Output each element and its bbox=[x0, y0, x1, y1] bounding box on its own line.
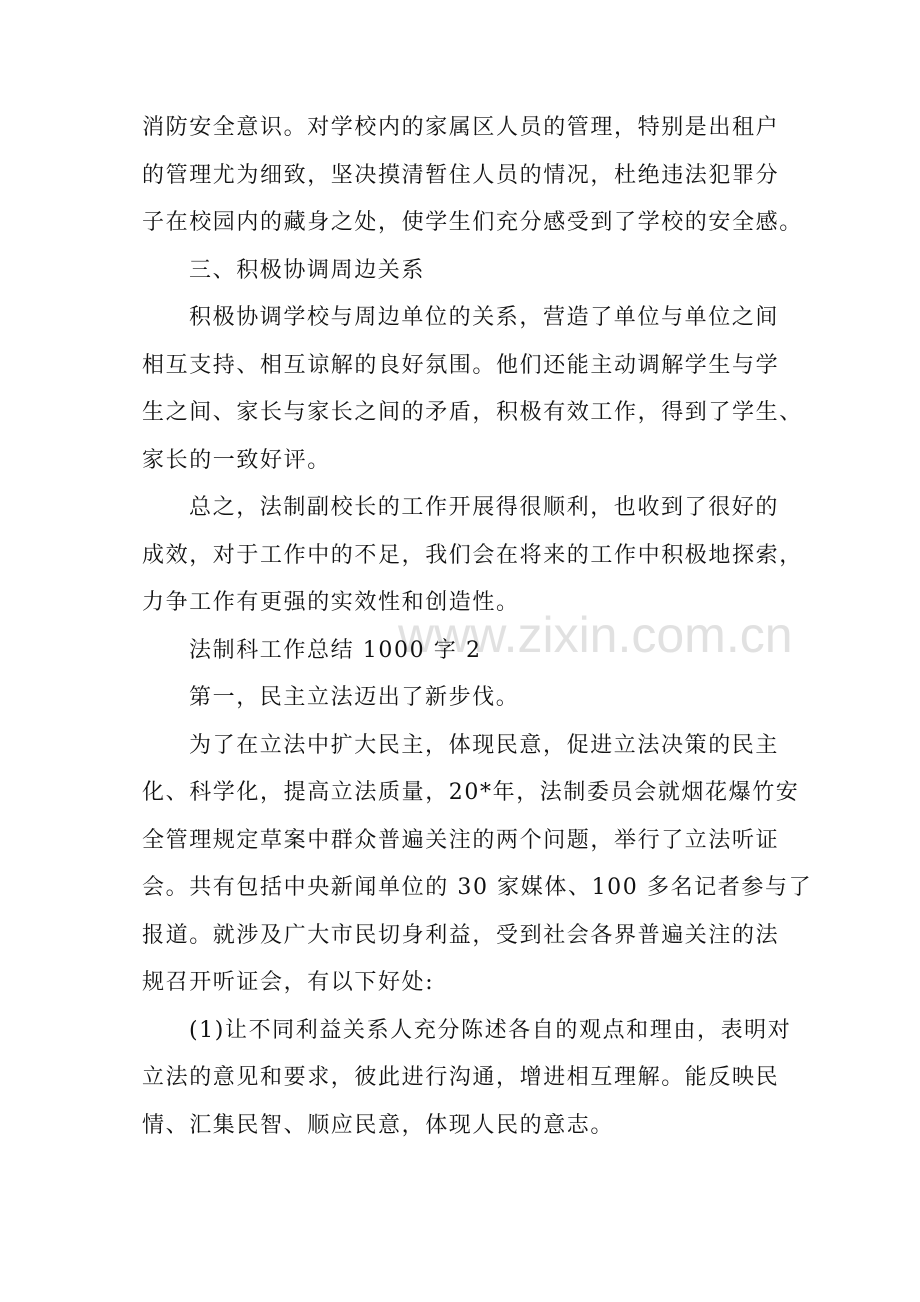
text-line: 成效，对于工作中的不足，我们会在将来的工作中积极地探索， bbox=[142, 542, 803, 568]
text-line: 子在校园内的藏身之处，使学生们充分感受到了学校的安全感。 bbox=[142, 210, 803, 235]
text-line: 情、汇集民智、顺应民意，体现人民的意志。 bbox=[142, 1112, 615, 1138]
text-line: 积极协调学校与周边单位的关系，营造了单位与单位之间 bbox=[189, 305, 780, 330]
document-body bbox=[142, 104, 813, 1149]
text-line: 法制科工作总结 1000 字 2 bbox=[189, 637, 482, 663]
watermark: www.zixin.com.cn bbox=[398, 607, 793, 663]
text-line: 家长的一致好评。 bbox=[142, 447, 331, 473]
text-line: 为了在立法中扩大民主，体现民意，促进立法决策的民主 bbox=[189, 732, 780, 758]
text-line: 立法的意见和要求，彼此进行沟通，增进相互理解。能反映民 bbox=[142, 1065, 780, 1090]
text-line: 全管理规定草案中群众普遍关注的两个问题，举行了立法听证 bbox=[142, 827, 780, 853]
text-line: 会。共有包括中央新闻单位的 30 家媒体、100 多名记者参与了 bbox=[142, 875, 813, 900]
text-line: 消防安全意识。对学校内的家属区人员的管理，特别是出租户 bbox=[142, 115, 780, 140]
text-line: 生之间、家长与家长之间的矛盾，积极有效工作，得到了学生、 bbox=[142, 400, 803, 425]
text-line: (1)让不同利益关系人充分陈述各自的观点和理由，表明对 bbox=[189, 1017, 792, 1043]
text-line: 力争工作有更强的实效性和创造性。 bbox=[142, 590, 520, 615]
text-line: 总之，法制副校长的工作开展得很顺利，也收到了很好的 bbox=[189, 495, 780, 520]
text-line: 第一，民主立法迈出了新步伐。 bbox=[189, 685, 520, 710]
text-line: 的管理尤为细致，坚决摸清暂住人员的情况，杜绝违法犯罪分 bbox=[142, 162, 780, 188]
text-line: 化、科学化，提高立法质量，20*年，法制委员会就烟花爆竹安 bbox=[142, 780, 800, 805]
text-line: 三、积极协调周边关系 bbox=[189, 257, 426, 283]
text-line: 相互支持、相互谅解的良好氛围。他们还能主动调解学生与学 bbox=[142, 352, 780, 378]
text-line: 规召开听证会，有以下好处: bbox=[142, 970, 435, 995]
text-line: 报道。就涉及广大市民切身利益，受到社会各界普遍关注的法 bbox=[142, 922, 780, 948]
